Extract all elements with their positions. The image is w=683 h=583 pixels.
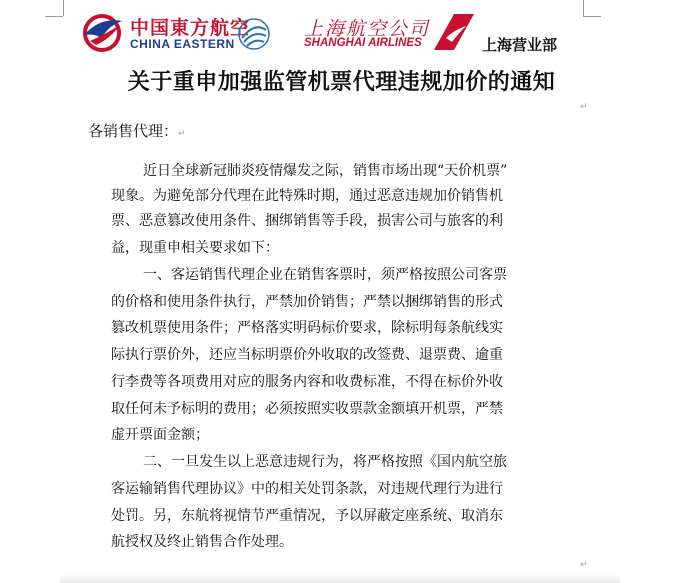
body-line: 益，现重申相关要求如下： — [111, 240, 279, 256]
body-line: 票、恶意篡改使用条件、捆绑销售等手段，损害公司与旅客的利 — [111, 213, 503, 229]
paragraph-mark-icon: ↵ — [580, 560, 588, 570]
body-line: 航授权及终止销售合作处理。 — [111, 534, 293, 550]
shanghai-airlines-logo-icon — [432, 12, 476, 52]
crop-mark-top-left-v — [63, 0, 64, 16]
body-line: 一、客运销售代理企业在销售客票时，须严格按照公司客票 — [143, 267, 507, 283]
paragraph-mark-icon: ↵ — [178, 129, 186, 139]
body-line: 虚开票面金额； — [111, 427, 209, 443]
shanghai-airlines-name-en: SHANGHAI AIRLINES — [304, 37, 422, 49]
body-line: 二、一旦发生以上恶意违规行为，将严格按照《国内航空旅 — [143, 454, 507, 470]
body-line: 篡改机票使用条件；严格落实明码标价要求，除标明每条航线实 — [111, 320, 503, 336]
shanghai-airlines-name-cn: 上海航空公司 — [304, 18, 431, 40]
body-line: 客运输销售代理协议》中的相关处罚条款，对违规代理行为进行 — [111, 481, 503, 497]
body-line: 取任何未予标明的费用；必须按照实收票款金额填开机票，严禁 — [111, 401, 503, 417]
page-bottom-fade — [60, 574, 620, 583]
body-line: 处罚。另，东航将视情节严重情况，予以屏蔽定座系统、取消东 — [111, 508, 503, 524]
salutation: 各销售代理：↵ — [88, 122, 186, 140]
paragraph-mark-icon: ↵ — [580, 102, 588, 112]
body-line: 际执行票价外，还应当标明票价外收取的改签费、退票费、逾重 — [111, 347, 503, 363]
crop-mark-top-left — [45, 16, 63, 17]
document-title: 关于重申加强监管机票代理违规加价的通知 — [127, 69, 556, 95]
body-line: 近日全球新冠肺炎疫情爆发之际，销售市场出现“天价机票” — [143, 163, 508, 179]
crop-mark-top-right-v — [583, 0, 584, 16]
body-line: 的价格和使用条件执行，严禁加价销售；严禁以捆绑销售的形式 — [111, 294, 503, 310]
china-eastern-logo-icon — [80, 13, 124, 53]
body-line: 行李费等各项费用对应的服务内容和收费标准，不得在标价外收 — [111, 374, 503, 390]
body-line: 现象。为避免部分代理在此特殊时期，通过恶意违规加价销售机 — [111, 188, 503, 204]
china-eastern-name-en: CHINA EASTERN — [130, 37, 235, 51]
crop-mark-top-right — [583, 16, 601, 17]
china-eastern-name-cn: 中国東方航空 — [130, 17, 251, 39]
skyteam-logo-icon — [236, 14, 272, 52]
office-name: 上海营业部 — [482, 36, 558, 54]
